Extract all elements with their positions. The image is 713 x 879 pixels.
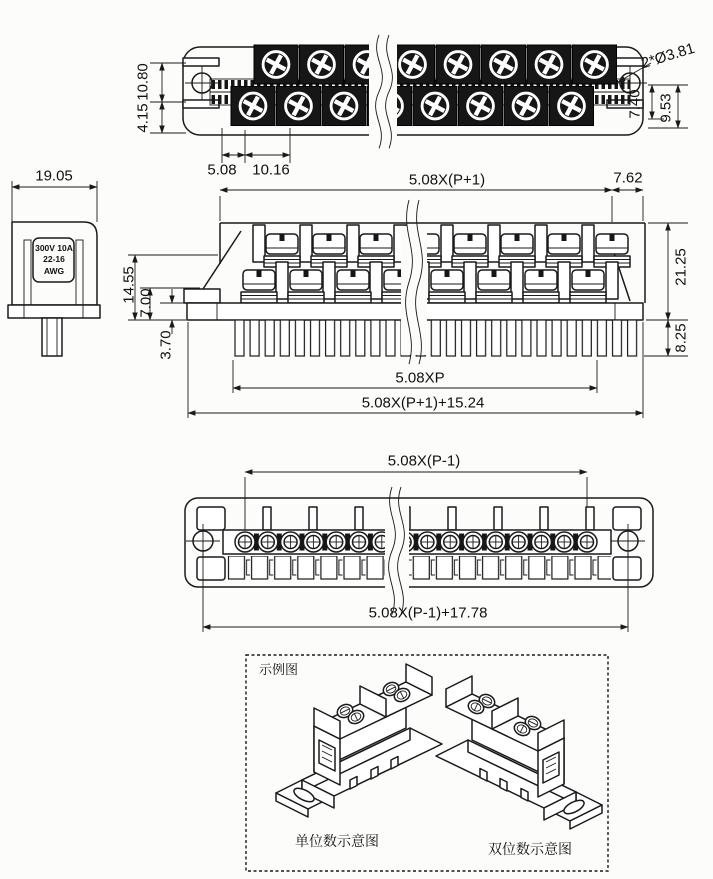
dim-front-total-len: 5.08X(P+1)+15.24 <box>361 394 485 412</box>
dim-front-step-h: 7.00 <box>137 288 155 318</box>
dim-top-pitch: 10.16 <box>252 161 290 179</box>
example-box-title: 示例图 <box>259 662 299 677</box>
dim-front-end: 7.62 <box>613 169 643 187</box>
rating-label-line3: AWG <box>43 265 65 276</box>
dim-hole-note: 2*Ø3.81 <box>639 39 697 73</box>
dim-front-upper-h: 14.55 <box>120 266 138 304</box>
dim-front-flange: 3.70 <box>157 330 175 360</box>
dim-top-slot-edge: 4.15 <box>134 103 152 133</box>
dim-front-total-h: 21.25 <box>672 248 690 286</box>
dim-side-width: 19.05 <box>35 167 73 185</box>
dim-top-right-inner: 7.40 <box>626 89 644 119</box>
dim-top-slot-pitch: 10.80 <box>134 63 152 101</box>
dim-bottom-screw-span: 5.08X(P-1) <box>387 452 461 470</box>
dim-top-half-pitch: 5.08 <box>207 161 237 179</box>
caption-double-digit: 双位数示意图 <box>488 841 572 857</box>
dim-top-right-outer: 9.53 <box>657 93 675 123</box>
dim-front-top-span: 5.08X(P+1) <box>408 171 486 189</box>
caption-single-digit: 单位数示意图 <box>295 833 379 849</box>
top-view <box>150 35 688 163</box>
rating-label-line2: 22-16 <box>43 253 65 264</box>
dim-front-pin-h: 8.25 <box>672 323 690 353</box>
single-digit-demo-drawing <box>276 664 442 817</box>
rating-label-line1: 300V 10A <box>35 242 73 253</box>
dim-front-pin-span: 5.08XP <box>395 369 445 387</box>
dim-bottom-hole-span: 5.08X(P-1)+17.78 <box>368 604 488 622</box>
double-digit-demo-drawing <box>436 676 602 829</box>
